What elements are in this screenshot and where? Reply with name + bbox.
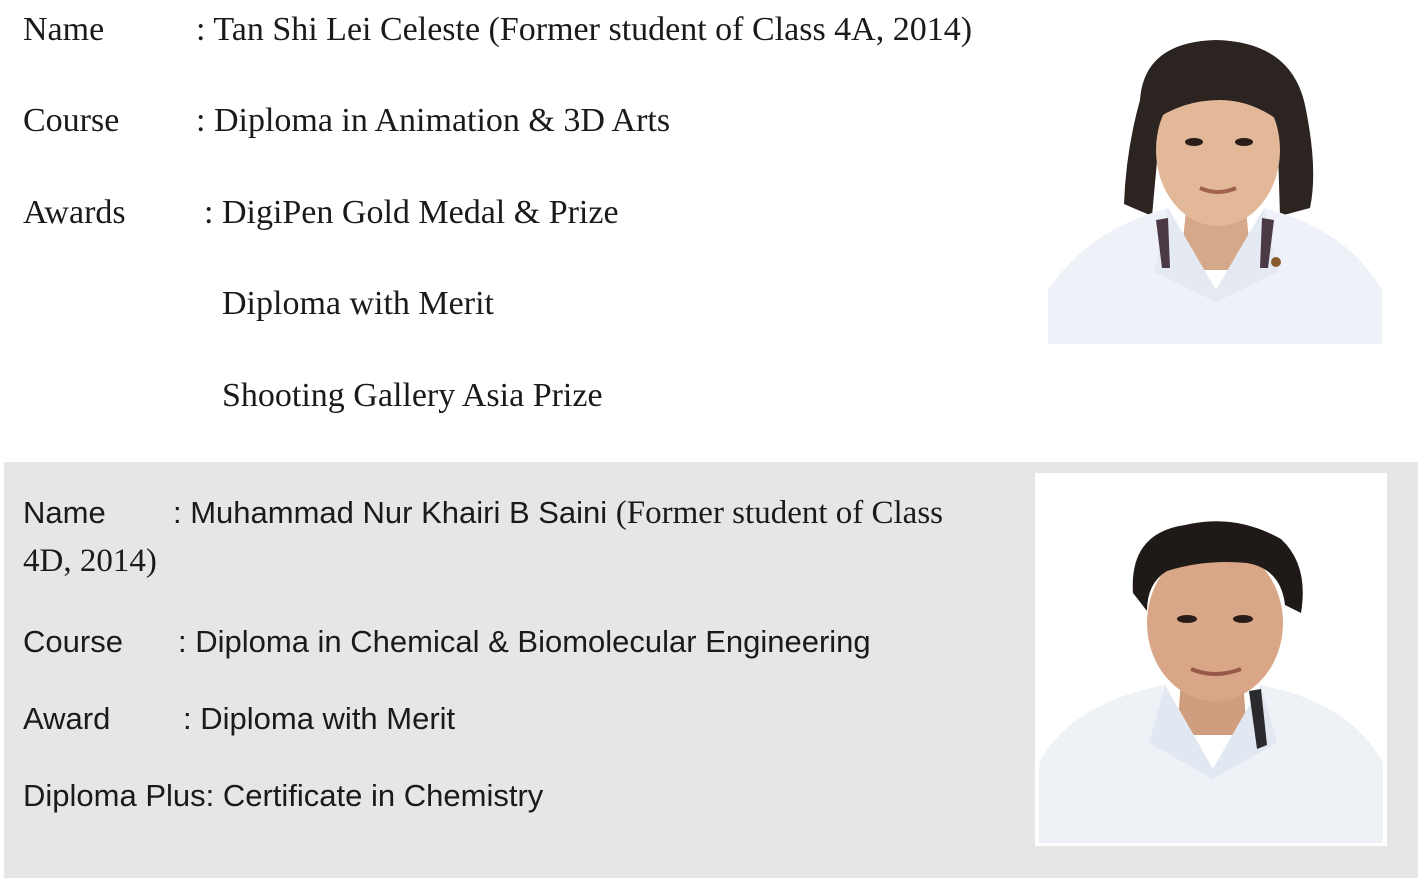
name-value-cont: (Former student of Class	[615, 495, 944, 531]
name-value-main: : Muhammad Nur Khairi B Saini	[173, 495, 608, 530]
award-item-3: Shooting Gallery Asia Prize	[222, 377, 603, 414]
student-photo-1	[1048, 40, 1382, 344]
award-item-2: Diploma with Merit	[222, 285, 494, 322]
name-label: Name	[23, 11, 105, 48]
profile-card-2	[4, 462, 1418, 878]
course-label: Course	[23, 102, 120, 139]
awards-label: Awards	[23, 194, 126, 231]
name-value-line2: 4D, 2014)	[23, 543, 157, 579]
name-value: : Tan Shi Lei Celeste (Former student of Class 4A, 2014)	[196, 11, 973, 48]
name-label: Name	[23, 495, 106, 530]
award-value: : Diploma with Merit	[183, 701, 456, 736]
name-value	[173, 493, 943, 533]
diploma-plus: Diploma Plus: Certificate in Chemistry	[23, 778, 544, 813]
course-label: Course	[23, 624, 123, 659]
course-value: : Diploma in Chemical & Biomolecular Engineering	[178, 624, 871, 659]
award-item-1: : DigiPen Gold Medal & Prize	[204, 194, 619, 231]
student-photo-2	[1035, 473, 1387, 846]
award-label: Award	[23, 701, 111, 736]
course-value: : Diploma in Animation & 3D Arts	[196, 102, 671, 139]
